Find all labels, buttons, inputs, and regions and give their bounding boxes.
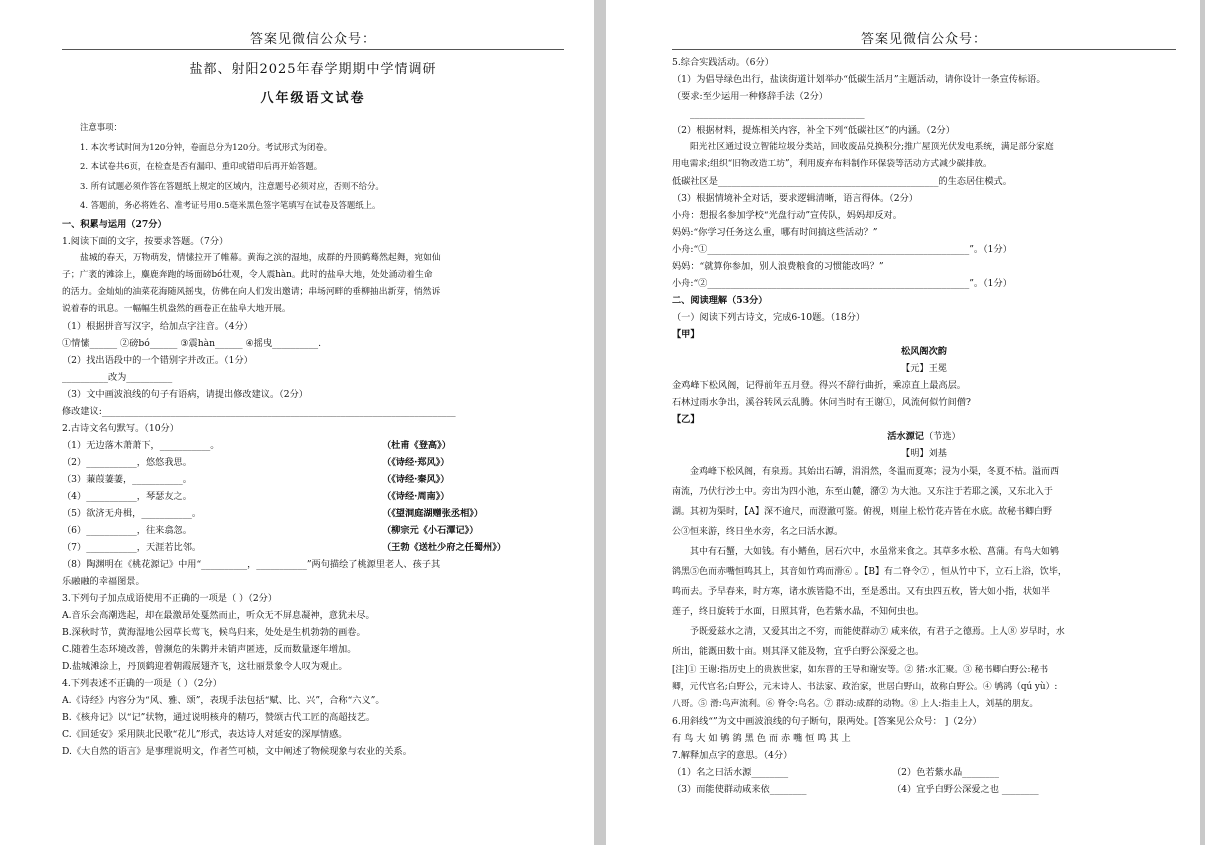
punctuation-sentence: 有 鸟 大 如 鸲 鹆 黑 色 而 赤 嘴 恒 鸣 其 上 (672, 733, 851, 744)
question-title: 6.用斜线“”为文中画波浪线的句子断句，限两处。[答案见公众号： ]（2分） (672, 716, 982, 727)
recite-source: （《诗经·郑风》） (382, 456, 450, 468)
section-heading: 一、积累与运用（27分） (62, 218, 167, 230)
recite-item (62, 539, 564, 556)
question-title: 5.综合实践活动。（6分） (672, 57, 774, 68)
prose-line: 公③恒来游，终日坐水旁，名之曰活水源。 (672, 527, 844, 537)
notice-item: 2. 本试卷共6页，在检查是否有漏印、重印或错印后再开始答题。 (80, 161, 323, 172)
answer-blank: 修改建议:_____________________________________________________________________________ (62, 405, 456, 417)
passage-line: 盐城的春天，万物萌发，情愫拉开了帷幕。黄海之滨的湿地，成群的丹顶鹤蓦然起舞，宛如仙 (80, 252, 441, 263)
poem-title: 松风阁次韵 (901, 346, 947, 357)
recite-line: 乐融融的幸福图景。 (62, 575, 145, 587)
recite-line: （6）___________，往来翕忽。 (62, 524, 192, 536)
passage-line: 子；广袤的滩涂上，麋鹿奔跑的场面磅bó壮观，令人震hàn。此时的盐阜大地，处处涌动着生命 (62, 269, 433, 280)
prose-title-note: （节选） (924, 431, 961, 442)
recite-line: （8）陶渊明在《桃花源记》中用“__________，___________”两句描绘了桃源里老人、孩子其 (62, 558, 441, 570)
exam-page-left (0, 0, 594, 845)
recite-source: （《诗经·秦风》） (382, 473, 450, 485)
answer-blank: ______________________________________ (690, 108, 865, 119)
notice-item: 3. 所有试题必须作答在答题纸上规定的区域内，注意题号必须对应，否则不给分。 (80, 180, 384, 191)
option: B.《核舟记》以“记”状物，通过说明核舟的精巧，赞颂古代工匠的高超技艺。 (62, 711, 376, 723)
sub-question: （3）文中画波浪线的句子有语病，请提出修改建议。（2分） (62, 388, 308, 400)
recite-line: （7）___________，天涯若比邻。 (62, 541, 202, 553)
question-title: 3.下列句子加点成语使用不正确的一项是（ ）（2分） (62, 592, 278, 604)
recite-source: （柳宗元《小石潭记》） (382, 524, 479, 536)
text-label: 【甲】 (672, 329, 700, 340)
dialog-line: 小舟：想报名参加学校“光盘行动”宣传队，妈妈却反对。 (672, 210, 902, 221)
requirement: （要求:至少运用一种修辞手法（2分） (672, 91, 828, 102)
poem-line: 金鸡峰下松风阁，记得前年五月登。得兴不辞行曲折，乘凉直上最高层。 (672, 380, 966, 391)
prose-line: 鸣而去。予早春来，时方寒，诸水族皆隐不出，至是悉出。又有虫四五枚，皆大如小指，状如半 (672, 587, 1051, 597)
option: D.《大自然的语言》是事理说明文，作者竺可桢，文中阐述了物候现象与农业的关系。 (62, 745, 412, 757)
part-title: （一）阅读下列古诗文，完成6-10题。（18分） (672, 312, 866, 323)
answer-blank: 低碳社区是________________________________________________的生态居住模式。 (672, 176, 1012, 187)
recite-item (62, 454, 564, 471)
recite-source: （《望洞庭湖赠张丞相》） (382, 507, 484, 519)
recite-item (62, 471, 564, 488)
prose-line: 其中有石蟹，大如钱。有小鳍鱼，居石穴中，水虽常来食之。其草多水松、菖蒲。有鸟大如鸲 (690, 547, 1060, 557)
paper-title: 八年级语文试卷 (260, 91, 366, 106)
material-line: 用电需求;组织“旧物改造工坊”，利用废弃布料制作环保袋等活动方式减少碳排放。 (672, 159, 992, 169)
definition-item: （1）名之曰活水源________ (672, 767, 789, 778)
recite-item (62, 488, 564, 505)
dialog-line: 小舟:“②_________________________________________________________”。（1分） (672, 278, 1012, 289)
recite-line: （2）___________，悠悠我思。 (62, 456, 192, 468)
recite-source: （《诗经·周南》） (382, 490, 450, 502)
option: A.《诗经》内容分为“风、雅、颂”，表现手法包括“赋、比、兴”，合称“六义”。 (62, 694, 385, 706)
passage-line: 的活力。金灿灿的油菜花海随风摇曳，仿佛在向人们发出邀请；串场河畔的垂柳抽出新芽，悄然诉 (62, 286, 441, 297)
answer-blank: ①情愫______ ②磅bó______ ③震hàn______ ④摇曳__________. (62, 337, 322, 349)
prose-line: 南流，乃伏行沙土中。旁出为四小池，东至山麓，潴② 为大池。又东注于若耶之溪，又东北入于 (672, 487, 1053, 497)
sub-question: （2）找出语段中的一个错别字并改正。（1分） (62, 354, 253, 366)
dialog-line: 妈妈:“你学习任务这么重，哪有时间搞这些活动？” (672, 227, 878, 238)
option: C.《回延安》采用陕北民歌“花儿”形式，表达诗人对延安的深厚情感。 (62, 728, 348, 740)
question-title: 7.解释加点字的意思。（4分） (672, 750, 793, 761)
prose-line: 金鸡峰下松风阁，有泉焉。其始出石罅，涓涓然，冬温而夏寒；浸为小渠，冬夏不枯。溢而西 (690, 467, 1060, 477)
definition-item: （3）而能使群动咸来依________ (672, 784, 807, 795)
recite-item (62, 437, 564, 454)
question-title: 2.古诗文名句默写。（10分） (62, 422, 179, 434)
exam-title: 盐都、射阳2025年春学期期中学情调研 (189, 62, 437, 77)
dialog-line: 小舟:“①_________________________________________________________”。（1分） (672, 244, 1012, 255)
option: B.深秋时节，黄海湿地公园草长莺飞，候鸟归来，处处是生机勃勃的画卷。 (62, 626, 366, 638)
question-title: 1.阅读下面的文字，按要求答题。（7分） (62, 235, 229, 247)
recite-line: （4）___________，琴瑟友之。 (62, 490, 192, 502)
annotation-line: 卿，元代官名;白野公，元末诗人、书法家、政治家，世居白野山，故称白野公。④ 鸲鹆（qú yù）: (672, 682, 1058, 692)
prose-title-row (672, 428, 1176, 445)
prose-line: 予既爱兹水之清，又爱其出之不穷，而能使群动⑦ 咸来依，有君子之德焉。上人⑧ 岁早时，水 (690, 627, 1065, 637)
passage-line: 说着春的讯息。一幅幅生机盎然的画卷正在盐阜大地开展。 (62, 303, 291, 314)
recite-item (62, 505, 564, 522)
page-header: 答案见微信公众号： (62, 28, 564, 50)
annotation-line: 八哥。⑤ 滑:鸟声流利。⑥ 脊令:鸟名。⑦ 群动:成群的动物。⑧ 上人:指圭上人，刘基的朋友。 (672, 699, 1039, 709)
annotation-line: [注]① 王谢:指历史上的贵族世家，如东晋的王导和谢安等。② 猪:水汇聚。③ 秘书卿白野公:秘书 (672, 665, 1049, 675)
sub-question: （1）为倡导绿色出行，盐读街道计划举办“低碳生活月”主题活动，请你设计一条宣传标语。 (672, 74, 1046, 85)
definition-row (672, 764, 1176, 781)
sub-question: （3）根据情境补全对话，要求逻辑清晰，语言得体。（2分） (672, 193, 918, 204)
page-header: 答案见微信公众号： (672, 28, 1176, 50)
section-heading: 二、阅读理解（53分） (672, 295, 768, 306)
prose-line: 鹆黑⑤色而赤嘴恒鸣其上，其音如竹鸡而滑⑥ 。【B】有二脊令⑦ ，恒从竹中下，立石上浴，饮毕， (672, 567, 1067, 577)
definition-item: （4）宜乎白野公深爱之也 ________ (892, 784, 1039, 795)
notice (62, 118, 564, 216)
notice-item: 4. 答题前，务必将姓名、准考证号用0.5毫米黑色签字笔填写在试卷及答题纸上。 (80, 200, 381, 211)
dialog-line: 妈妈：“就算你参加，别人浪费粮食的习惯能改吗？” (672, 261, 884, 272)
text-label: 【乙】 (672, 414, 700, 425)
question-title: 4.下列表述不正确的一项是（ ）（2分） (62, 677, 222, 689)
recite-line: （3）蒹葭萋萋，___________。 (62, 473, 192, 485)
sub-question: （1）根据拼音写汉字，给加点字注音。（4分） (62, 320, 253, 332)
option: C.随着生态环境改善，曾濒危的朱鹮并未销声匿迹，反而数量逐年增加。 (62, 643, 357, 655)
recite-source: （王勃《送杜少府之任蜀州》） (382, 541, 507, 553)
recite-line: （1）无边落木萧萧下，___________。 (62, 439, 220, 451)
notice-item: 1. 本次考试时间为120分钟，卷面总分为120分。考试形式为闭卷。 (80, 141, 332, 152)
sub-question: （2）根据材料，提炼相关内容，补全下列“低碳社区”的内涵。（2分） (672, 125, 955, 136)
recite-item (62, 522, 564, 539)
prose-author: 【明】刘基 (901, 448, 947, 459)
prose-line: 湖。其初为渠时，【A】深不逾尺，而澄澈可鉴。俯视，则崖上松竹花卉皆在水底。故秘书卿白野 (672, 507, 1053, 517)
material-line: 阳光社区通过设立智能垃圾分类站，回收废品兑换积分;推广屋顶光伏发电系统，满足部分家庭 (690, 142, 1054, 152)
prose-line: 莲子，终日旋转于水面，日照其背，色若紫水晶，不知何虫也。 (672, 607, 925, 617)
recite-line: （5）欲济无舟楫，___________。 (62, 507, 202, 519)
option: D.盐城滩涂上，丹顶鹤迎着朝霞展翅齐飞，这壮丽景象令人叹为观止。 (62, 660, 348, 672)
definition-item: （2）色若紫水晶________ (892, 767, 999, 778)
recite-source: （杜甫《登高》） (382, 439, 451, 451)
exam-page-right (606, 0, 1200, 845)
poem-author: 【元】王冕 (901, 363, 947, 374)
definition-row (672, 781, 1176, 798)
poem-line: 石林过雨水争出，溪谷转风云乱腾。休问当时有王谢①，风流何似竹间僧? (672, 397, 971, 408)
answer-blank: __________改为__________ (62, 371, 173, 383)
option: A.音乐会高潮选起，却在最激昂处戛然而止，听众无不屏息凝神，意犹未尽。 (62, 609, 375, 621)
prose-line: 所出，能溉田数十亩。则其泽又能及物，宜乎白野公深爱之也。 (672, 647, 925, 657)
prose-title: 活水源记 (887, 431, 924, 442)
notice-label: 注意事项： (80, 122, 122, 132)
